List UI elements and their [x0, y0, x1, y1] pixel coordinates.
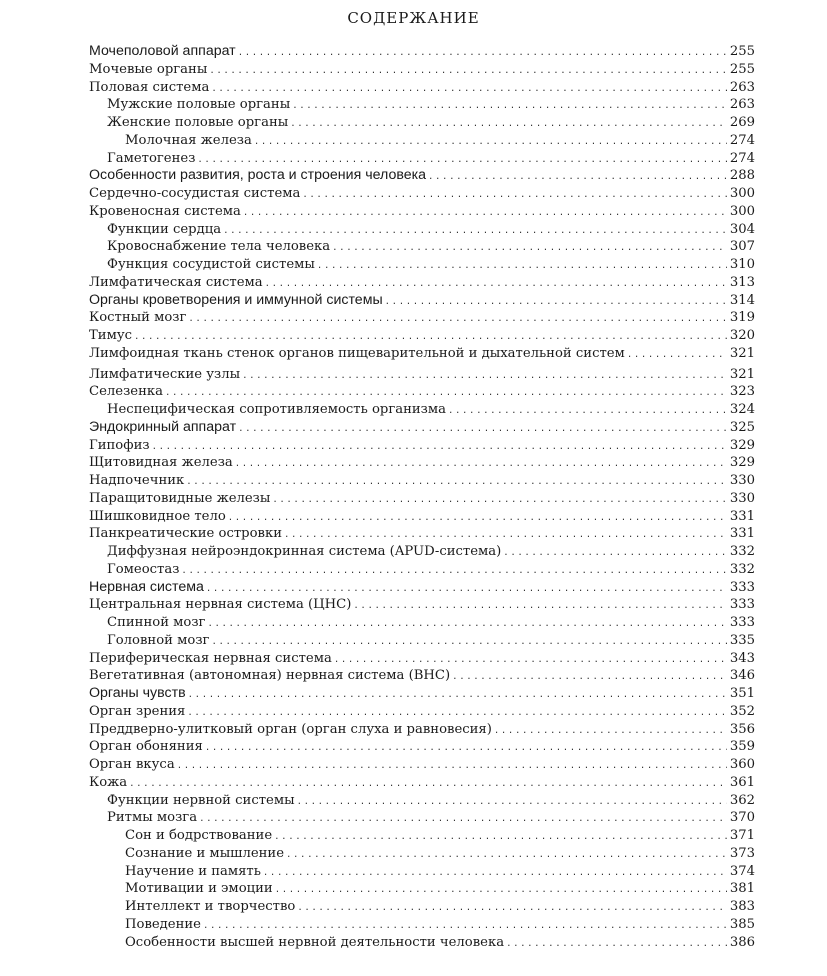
toc-entry-page: 343: [729, 650, 755, 666]
dot-leader: [275, 882, 727, 898]
toc-entry: [89, 916, 755, 934]
dot-leader: [302, 187, 726, 203]
toc-entry-page: 263: [729, 79, 755, 95]
dot-leader: [134, 329, 727, 345]
toc-entry: [89, 685, 755, 703]
toc-entry-title: Мотивации и эмоции: [125, 881, 273, 897]
dot-leader: [235, 456, 727, 472]
dot-leader: [188, 687, 727, 703]
toc-entry-title: Щитовидная железа: [89, 455, 233, 471]
toc-entry-page: 274: [729, 132, 755, 148]
toc-entry: [89, 774, 755, 792]
toc-entry-page: 351: [729, 686, 755, 701]
toc-entry: [89, 79, 755, 97]
toc-entry-page: 370: [729, 810, 755, 826]
toc-entry-title: Женские половые органы: [107, 115, 289, 130]
toc-entry: [89, 827, 755, 845]
toc-entry-title: Органы чувств: [89, 685, 186, 701]
toc-entry-page: 371: [729, 828, 755, 843]
dot-leader: [254, 134, 727, 150]
dot-leader: [243, 205, 727, 221]
dot-leader: [506, 936, 727, 952]
toc-entry-page: 329: [729, 455, 755, 471]
dot-leader: [205, 740, 727, 756]
toc-entry-title: Эндокринный аппарат: [89, 418, 237, 435]
toc-entry: [89, 345, 755, 363]
toc-entry-title: Мочеполовой аппарат: [89, 43, 236, 59]
toc-entry: [89, 579, 755, 597]
dot-leader: [209, 63, 727, 79]
toc-entry-title: Лимфатическая система: [89, 274, 263, 290]
toc-entry-page: 333: [729, 579, 755, 595]
dot-leader: [238, 45, 727, 61]
dot-leader: [332, 240, 727, 256]
toc-entry: [89, 721, 755, 739]
toc-entry: [89, 185, 755, 203]
toc-entry: [89, 880, 755, 898]
toc-entry-page: 373: [729, 845, 755, 861]
toc-entry-page: 381: [729, 881, 755, 897]
dot-leader: [297, 794, 727, 810]
toc-entry-page: 300: [729, 186, 755, 201]
toc-entry: [89, 292, 755, 310]
toc-entry: [89, 383, 755, 401]
toc-entry-title: Особенности высшей нервной деятельности человека: [125, 934, 505, 950]
toc-entry-page: 362: [729, 792, 755, 808]
toc-entry-page: 386: [729, 934, 755, 950]
toc-entry: [89, 43, 755, 61]
toc-entry: [89, 401, 755, 419]
toc-entry: [89, 738, 755, 756]
toc-entry-title: Сознание и мышление: [125, 845, 285, 861]
toc-entry: [89, 756, 755, 774]
toc-entry: [89, 203, 755, 221]
toc-entry: [89, 167, 755, 185]
toc-entry-title: Диффузная нейроэндокринная система (APUD-система): [107, 544, 502, 559]
toc-entry-page: 274: [729, 150, 755, 166]
toc-entry-page: 331: [729, 526, 755, 542]
toc-entry-page: 255: [729, 44, 755, 59]
toc-entry: [89, 114, 755, 132]
toc-entry-title: Мужские половые органы: [107, 97, 291, 113]
toc-entry-title: Ритмы мозга: [107, 810, 198, 826]
toc-entry-title: Костный мозг: [89, 310, 187, 326]
dot-leader: [334, 652, 727, 668]
toc-entry-page: 307: [729, 239, 755, 255]
dot-leader: [627, 347, 727, 363]
toc-entry-page: 269: [729, 115, 755, 130]
dot-leader: [272, 492, 726, 508]
toc-entry-title: Центральная нервная система (ЦНС): [89, 597, 352, 613]
toc-entry-page: 300: [729, 203, 755, 219]
toc-entry: [89, 508, 755, 526]
toc-entry-page: 333: [729, 597, 755, 613]
toc-entry-page: 321: [729, 345, 755, 361]
toc-entry-title: Функция сосудистой системы: [107, 257, 315, 272]
toc-entry: [89, 596, 755, 614]
toc-entry-title: Шишковидное тело: [89, 508, 226, 524]
dot-leader: [177, 758, 727, 774]
toc-entry: [89, 614, 755, 632]
dot-leader: [206, 581, 727, 597]
toc-entry-page: 332: [729, 561, 755, 577]
page-title: СОДЕРЖАНИЕ: [347, 9, 480, 27]
dot-leader: [292, 98, 727, 114]
toc-entry-title: Кровоснабжение тела человека: [107, 239, 331, 255]
toc-entry-page: 385: [729, 916, 755, 932]
toc-entry-title: Гомеостаз: [107, 561, 180, 577]
toc-entry-page: 323: [729, 384, 755, 400]
toc-entry-page: 331: [729, 508, 755, 524]
toc-entry-page: 332: [729, 544, 755, 559]
toc-entry-title: Головной мозг: [107, 632, 210, 648]
toc-entry-page: 314: [729, 292, 755, 308]
toc-entry-title: Функции нервной системы: [107, 792, 295, 808]
toc-entry: [89, 845, 755, 863]
toc-entry-title: Сердечно-сосудистая система: [89, 186, 301, 201]
dot-leader: [284, 527, 727, 543]
toc-entry: [89, 543, 755, 561]
dot-leader: [211, 634, 726, 650]
toc-entry-title: Преддверно-улитковый орган (орган слуха и равновесия): [89, 721, 492, 737]
dot-leader: [385, 294, 727, 310]
toc-entry-page: 263: [729, 97, 755, 113]
toc-entry: [89, 667, 755, 685]
toc-entry: [89, 419, 755, 437]
toc-entry: [89, 256, 755, 274]
toc-entry-title: Нервная система: [89, 578, 204, 595]
toc-entry-page: 319: [729, 310, 755, 326]
dot-leader: [186, 474, 727, 490]
toc-entry: [89, 792, 755, 810]
toc-entry-title: Неспецифическая сопротивляемость организма: [107, 402, 446, 417]
toc-entry: [89, 934, 755, 952]
dot-leader: [203, 918, 727, 934]
toc-entry: [89, 366, 755, 384]
toc-entry-page: 359: [729, 739, 755, 755]
dot-leader: [297, 900, 726, 916]
dot-leader: [165, 385, 727, 401]
dot-leader: [228, 510, 727, 526]
toc-entry-page: 374: [729, 863, 755, 879]
toc-entry: [89, 490, 755, 508]
toc-entry-page: 288: [729, 168, 755, 184]
dot-leader: [317, 258, 727, 274]
toc-entry-title: Селезенка: [89, 384, 163, 400]
toc-entry-page: 330: [729, 490, 755, 506]
dot-leader: [274, 829, 727, 845]
toc-entry: [89, 327, 755, 345]
toc-entry-title: Гипофиз: [89, 437, 150, 453]
toc-entry: [89, 650, 755, 668]
dot-leader: [452, 669, 727, 685]
dot-leader: [223, 223, 727, 239]
toc-entry: [89, 898, 755, 916]
toc-entry-page: 325: [729, 419, 755, 435]
toc-entry-title: Лимфатические узлы: [89, 366, 241, 382]
dot-leader: [286, 847, 727, 863]
toc-entry: [89, 525, 755, 543]
toc-entry-page: 324: [729, 402, 755, 417]
dot-leader: [290, 116, 727, 132]
toc-entry-page: 335: [729, 632, 755, 648]
toc-entry-title: Тимус: [89, 328, 132, 343]
toc-entry-page: 304: [729, 221, 755, 237]
toc-entry-title: Орган зрения: [89, 703, 186, 719]
table-of-contents: [89, 43, 755, 951]
dot-leader: [181, 563, 726, 579]
toc-entry: [89, 274, 755, 292]
dot-leader: [265, 276, 727, 292]
toc-entry: [89, 437, 755, 455]
dot-leader: [187, 705, 726, 721]
toc-entry-title: Кожа: [89, 774, 128, 790]
toc-entry-title: Функции сердца: [107, 221, 222, 237]
dot-leader: [503, 545, 727, 561]
toc-entry-page: 383: [729, 899, 755, 914]
dot-leader: [238, 421, 727, 437]
toc-entry-title: Особенности развития, роста и строения человека: [89, 167, 427, 184]
toc-entry: [89, 472, 755, 490]
dot-leader: [197, 152, 726, 168]
toc-entry: [89, 454, 755, 472]
toc-entry-page: 330: [729, 473, 755, 488]
toc-entry-title: Спинной мозг: [107, 615, 206, 630]
toc-entry: [89, 96, 755, 114]
toc-entry-title: Органы кроветворения и иммунной системы: [89, 291, 383, 308]
toc-entry-title: Половая система: [89, 79, 210, 95]
toc-entry-title: Поведение: [125, 916, 201, 932]
dot-leader: [494, 723, 727, 739]
toc-entry: [89, 809, 755, 827]
toc-entry: [89, 132, 755, 150]
toc-entry: [89, 221, 755, 239]
toc-entry-title: Надпочечник: [89, 473, 185, 488]
dot-leader: [152, 439, 727, 455]
toc-entry-title: Молочная железа: [125, 132, 252, 148]
toc-entry-title: Паращитовидные железы: [89, 490, 271, 506]
toc-entry-title: Орган вкуса: [89, 757, 175, 772]
toc-entry-page: 346: [729, 668, 755, 684]
toc-entry: [89, 150, 755, 168]
dot-leader: [199, 811, 727, 827]
toc-entry-title: Интеллект и творчество: [125, 899, 296, 914]
toc-entry: [89, 863, 755, 881]
toc-entry: [89, 632, 755, 650]
toc-entry-title: Вегетативная (автономная) нервная система (ВНС): [89, 668, 451, 684]
toc-entry: [89, 309, 755, 327]
dot-leader: [188, 311, 726, 327]
toc-entry-page: 255: [729, 61, 755, 77]
dot-leader: [428, 169, 727, 185]
toc-entry-title: Кровеносная система: [89, 203, 241, 219]
toc-entry-title: Орган обоняния: [89, 739, 203, 755]
toc-entry-title: Лимфоидная ткань стенок органов пищеварительной и дыхательной систем: [89, 345, 625, 361]
toc-entry-page: 356: [729, 721, 755, 737]
dot-leader: [353, 598, 726, 614]
toc-entry: [89, 703, 755, 721]
dot-leader: [263, 865, 727, 881]
dot-leader: [211, 81, 726, 97]
toc-entry-title: Гаметогенез: [107, 150, 196, 166]
toc-entry: [89, 61, 755, 79]
dot-leader: [207, 616, 726, 632]
toc-entry-page: 329: [729, 437, 755, 453]
dot-leader: [129, 776, 727, 792]
dot-leader: [448, 403, 727, 419]
toc-entry-page: 313: [729, 274, 755, 290]
toc-entry-page: 333: [729, 615, 755, 630]
toc-entry-page: 320: [729, 328, 755, 343]
toc-entry: [89, 238, 755, 256]
toc-entry-title: Сон и бодрствование: [125, 828, 273, 843]
toc-entry-page: 321: [729, 366, 755, 382]
toc-entry: [89, 561, 755, 579]
toc-entry-page: 360: [729, 757, 755, 772]
toc-entry-title: Мочевые органы: [89, 61, 208, 77]
toc-entry-title: Научение и память: [125, 863, 261, 879]
toc-entry-title: Панкреатические островки: [89, 526, 282, 542]
toc-entry-page: 310: [729, 257, 755, 272]
toc-entry-page: 352: [729, 703, 755, 719]
toc-entry-page: 361: [729, 774, 755, 790]
dot-leader: [242, 368, 727, 384]
toc-entry-title: Периферическая нервная система: [89, 650, 332, 666]
